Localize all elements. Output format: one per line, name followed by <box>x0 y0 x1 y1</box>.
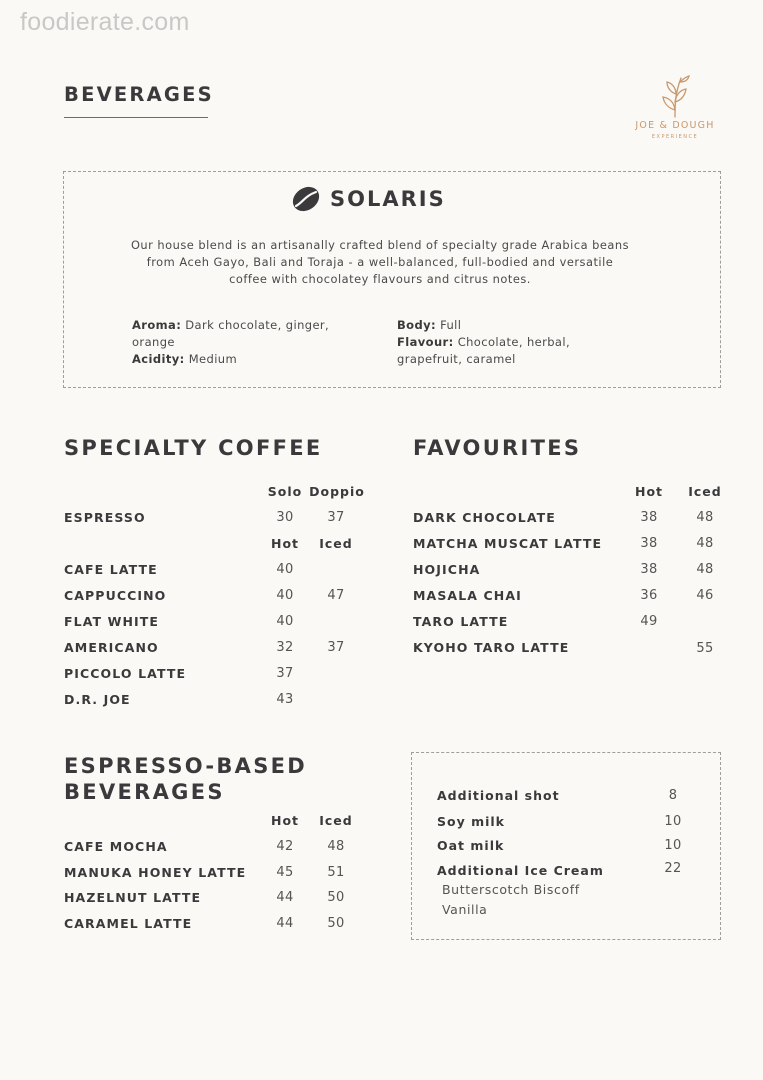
menu-item: HOJICHA <box>413 562 481 577</box>
price-hot: 45 <box>276 865 294 880</box>
espresso-based-title-line1: ESPRESSO-BASED <box>64 754 307 778</box>
menu-item: DARK CHOCOLATE <box>413 510 556 525</box>
col-solo: Solo <box>267 484 303 499</box>
addon-price: 22 <box>664 861 682 876</box>
menu-item: CAFE MOCHA <box>64 839 168 854</box>
acidity-label: Acidity: <box>132 352 185 366</box>
col-hot: Hot <box>634 484 664 499</box>
price-iced: 48 <box>696 510 714 525</box>
page-title: BEVERAGES <box>64 83 214 106</box>
price-hot: 38 <box>640 510 658 525</box>
body-label: Body: <box>397 318 436 332</box>
logo-name: JOE & DOUGH <box>635 120 715 131</box>
menu-item: AMERICANO <box>64 640 159 655</box>
menu-item: KYOHO TARO LATTE <box>413 640 570 655</box>
menu-item: MASALA CHAI <box>413 588 522 603</box>
solaris-notes-right <box>397 317 597 368</box>
menu-item: CAPPUCCINO <box>64 588 167 603</box>
price-hot: 38 <box>640 562 658 577</box>
price-hot: 44 <box>276 916 294 931</box>
col-iced: Iced <box>319 813 353 828</box>
menu-item: PICCOLO LATTE <box>64 666 187 681</box>
menu-item: HAZELNUT LATTE <box>64 890 202 905</box>
price-espresso-doppio: 37 <box>327 510 345 525</box>
price-iced: 48 <box>696 562 714 577</box>
ice-cream-flavour: Vanilla <box>442 902 488 917</box>
price-iced: 48 <box>327 839 345 854</box>
price-hot: 37 <box>276 666 294 681</box>
aroma-label: Aroma: <box>132 318 182 332</box>
coffee-bean-icon <box>290 183 322 215</box>
price-iced: 55 <box>696 641 714 656</box>
addon-item: Oat milk <box>437 838 505 853</box>
ice-cream-flavour: Butterscotch Biscoff <box>442 882 580 897</box>
favourites-title: FAVOURITES <box>413 436 582 460</box>
acidity-value: Medium <box>188 352 238 366</box>
espresso-based-title-line2: BEVERAGES <box>64 780 225 804</box>
menu-item: FLAT WHITE <box>64 614 160 629</box>
col-iced: Iced <box>319 536 353 551</box>
flavour-value: Chocolate, herbal, grapefruit, caramel <box>397 335 571 366</box>
price-hot: 43 <box>276 692 294 707</box>
price-hot: 38 <box>640 536 658 551</box>
menu-item: MATCHA MUSCAT LATTE <box>413 536 603 551</box>
addon-price: 10 <box>664 838 682 853</box>
price-iced: 50 <box>327 890 345 905</box>
col-doppio: Doppio <box>309 484 365 499</box>
price-espresso-solo: 30 <box>276 510 294 525</box>
price-hot: 40 <box>276 588 294 603</box>
menu-item: CARAMEL LATTE <box>64 916 193 931</box>
col-iced: Iced <box>688 484 722 499</box>
aroma-value: Dark chocolate, ginger, orange <box>132 318 330 349</box>
solaris-name: SOLARIS <box>330 187 446 211</box>
menu-item: CAFE LATTE <box>64 562 158 577</box>
price-hot: 40 <box>276 562 294 577</box>
price-iced: 48 <box>696 536 714 551</box>
addon-item: Soy milk <box>437 814 505 829</box>
price-hot: 32 <box>276 640 294 655</box>
price-iced: 46 <box>696 588 714 603</box>
price-hot: 44 <box>276 890 294 905</box>
solaris-notes-left <box>132 317 352 368</box>
addon-price: 10 <box>664 814 682 829</box>
price-iced: 37 <box>327 640 345 655</box>
flavour-label: Flavour: <box>397 335 454 349</box>
brand-logo <box>630 72 720 152</box>
addon-item: Additional Ice Cream <box>437 863 604 878</box>
plant-sprig-icon <box>655 72 695 118</box>
body-value: Full <box>440 318 462 332</box>
price-hot: 36 <box>640 588 658 603</box>
logo-subtitle: EXPERIENCE <box>651 134 699 140</box>
col-hot: Hot <box>270 536 300 551</box>
solaris-title <box>290 183 446 215</box>
solaris-description: Our house blend is an artisanally crafted blend of specialty grade Arabica beans from Aceh Gayo, Bali and Toraja - a well-balanced, full-bodied and versatile coffee with chocolatey flavours and citrus notes. <box>130 238 630 286</box>
price-hot: 40 <box>276 614 294 629</box>
specialty-coffee-title: SPECIALTY COFFEE <box>64 436 323 460</box>
price-hot: 42 <box>276 839 294 854</box>
price-hot: 49 <box>640 614 658 629</box>
watermark: foodierate.com <box>20 8 190 36</box>
menu-item: MANUKA HONEY LATTE <box>64 865 247 880</box>
price-iced: 50 <box>327 916 345 931</box>
menu-item: TARO LATTE <box>413 614 509 629</box>
col-hot: Hot <box>270 813 300 828</box>
menu-item: D.R. JOE <box>64 692 131 707</box>
menu-item-espresso: ESPRESSO <box>64 510 146 525</box>
addon-item: Additional shot <box>437 788 560 803</box>
price-iced: 51 <box>327 865 345 880</box>
addon-price: 8 <box>668 788 678 803</box>
price-iced: 47 <box>327 588 345 603</box>
title-underline <box>64 117 208 118</box>
